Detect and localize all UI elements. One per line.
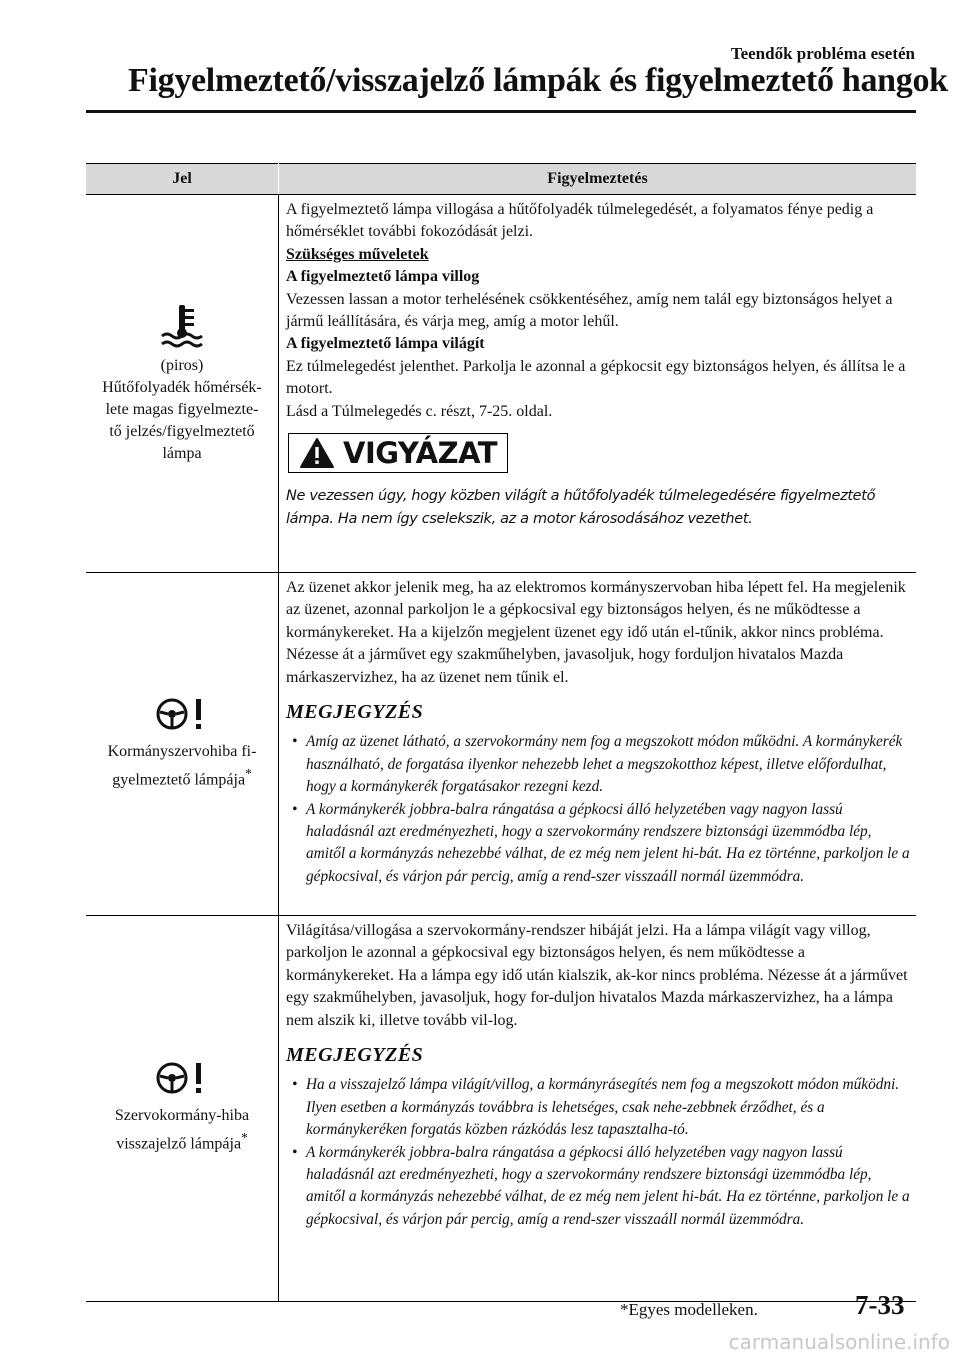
symbol-caption-line: Szervokormány-hiba: [114, 1107, 250, 1125]
symbol-color-label: (piros): [160, 356, 204, 374]
section-title: Teendők probléma esetén: [730, 44, 915, 63]
col-symbol-header: Jel: [86, 164, 279, 195]
symbol-caption-line: lete magas figyelmezte-: [105, 400, 259, 418]
page-title: Figyelmeztető/visszajelző lámpák és figyelmeztető hangok: [128, 62, 948, 99]
footnote: *Egyes modelleken.: [620, 1300, 758, 1319]
table-row: [86, 573, 916, 916]
note-item: • Ha a visszajelző lámpa világít/villog, a kormányrásegítés nem fog a megszokott módon működni. Ilyen esetben a kormányzás továbbra is lehetséges, csak nehe-zebbnek érződhet, és a kormánykeréken forgatás közben rázkódás lesz tapasztalha-tó.: [286, 1074, 910, 1141]
watermark: carmanualsonline.info: [728, 1330, 950, 1354]
note-heading: MEGJEGYZÉS: [286, 1044, 424, 1067]
note-item: • Amíg az üzenet látható, a szervokormány nem fog a megszokott módon működni. A kormánykerék használható, de forgatása ilyenkor nehezebb lehet a megszokotthoz képest, illetve előfordulhat, hogy a kormánykerék forgatásakor rezegni kezd.: [286, 731, 910, 798]
symbol-cell: [86, 195, 279, 573]
table-row: [86, 195, 916, 573]
note-item: • A kormánykerék jobbra-balra rángatása a gépkocsi álló helyzetében vagy nagyon lassú haladásnál azt eredményezheti, hogy a szervokormány rendszere biztonsági üzemmódba lép, amitől a kormányzás nehezebbé válhat, de ez még nem jelent hi-bát. Ha ez történne, parkoljon le a gépkocsival, és várjon pár percig, amíg a rend-szer visszaáll normál üzemmódra.: [286, 1142, 910, 1231]
warning-cell: [279, 916, 917, 1302]
body-text: Az üzenet akkor jelenik meg, ha az elektromos kormányszervoban hiba lépett fel. Ha megjelenik az üzenet, azonnal parkoljon le a gépkocsival egy biztonságos helyen, és ne működtesse a kormánykereket. Ha a kijelzőn megjelent üzenet egy idő után el-tűnik, akkor nincs probléma. Nézesse át a járművet egy szakműhelyben, javasoljuk, hogy forduljon hivatalos Mazda márkaszervizhez, ha az üzenet nem tűnik el.: [286, 579, 906, 686]
title-rule: [86, 110, 916, 113]
note-item: • A kormánykerék jobbra-balra rángatása a gépkocsi álló helyzetében vagy nagyon lassú haladásnál azt eredményezheti, hogy a szervokormány rendszere biztonsági üzemmódba lép, amitől a kormányzás nehezebbé válhat, de ez még nem jelent hi-bát. Ha ez történne, parkoljon le a gépkocsival, és várjon pár percig, amíg a rend-szer visszaáll normál üzemmódra.: [286, 799, 910, 888]
steering-wheel-warning-icon: [155, 1061, 209, 1095]
note-heading: MEGJEGYZÉS: [286, 701, 424, 724]
flash-text: Vezessen lassan a motor terhelésének csökkentéséhez, amíg nem talál egy biztonságos helyet a jármű leállítására, és várja meg, amíg a motor lehűl.: [286, 290, 893, 331]
symbol-cell: [86, 573, 279, 916]
warning-triangle-icon: [299, 437, 335, 469]
asterisk-mark: *: [245, 765, 252, 781]
caution-text: Ne vezessen úgy, hogy közben világít a hűtőfolyadék túlmelegedésére figyelmeztető lámpa. Ha nem így cselekszik, az a motor károsodásához vezethet.: [286, 488, 876, 528]
body-text: Világítása/villogása a szervokormány-rendszer hibáját jelzi. Ha a lámpa világít vagy villog, parkoljon le azonnal a gépkocsival egy biztonságos helyen, és nem működtesse a kormánykereket. Ha a lámpa egy idő után kialszik, ak-kor nincs probléma. Nézesse át a járművet egy szakműhelyben, javasoljuk, hogy for-duljon hivatalos Mazda márkaszervizhez, ha a lámpa nem alszik ki, illetve tovább vil-log.: [286, 922, 908, 1029]
note-list: [286, 731, 910, 887]
see-text: Lásd a Túlmelegedés c. részt, 7-25. oldal.: [286, 402, 553, 420]
symbol-caption-line: visszajelző lámpája: [116, 1135, 242, 1153]
steering-wheel-warning-icon: [155, 697, 209, 731]
symbol-caption-line: tő jelzés/figyelmeztető: [109, 422, 255, 440]
symbol-caption-line: Hűtőfolyadék hőmérsék-: [102, 378, 262, 396]
warning-cell: [279, 195, 917, 573]
coolant-temperature-icon: [158, 303, 206, 349]
page-number: 7-33: [855, 1290, 905, 1320]
warning-cell: [279, 573, 917, 916]
on-heading: A figyelmeztető lámpa világít: [286, 335, 485, 353]
symbol-caption-line: lámpa: [162, 444, 202, 462]
col-warning-header: Figyelmeztetés: [279, 164, 917, 195]
note-list: [286, 1074, 910, 1230]
symbol-caption-line: gyelmeztető lámpája: [112, 771, 246, 789]
asterisk-mark: *: [241, 1130, 248, 1146]
intro-text: A figyelmeztető lámpa villogása a hűtőfolyadék túlmelegedését, a folyamatos fénye pedig a hőmérséklet további fokozódását jelzi.: [286, 201, 874, 241]
table-row: [86, 916, 916, 1302]
flash-heading: A figyelmeztető lámpa villog: [286, 268, 480, 286]
symbol-caption-line: Kormányszervohiba fi-: [107, 742, 257, 760]
symbol-cell: [86, 916, 279, 1302]
on-text: Ez túlmelegedést jelenthet. Parkolja le azonnal a gépkocsit egy biztonságos helyen, és állítsa le a motort.: [286, 357, 906, 398]
caution-box: [288, 433, 508, 473]
warning-table: [86, 163, 916, 1302]
actions-heading: Szükséges műveletek: [286, 245, 429, 263]
caution-label: VIGYÁZAT: [343, 435, 498, 470]
